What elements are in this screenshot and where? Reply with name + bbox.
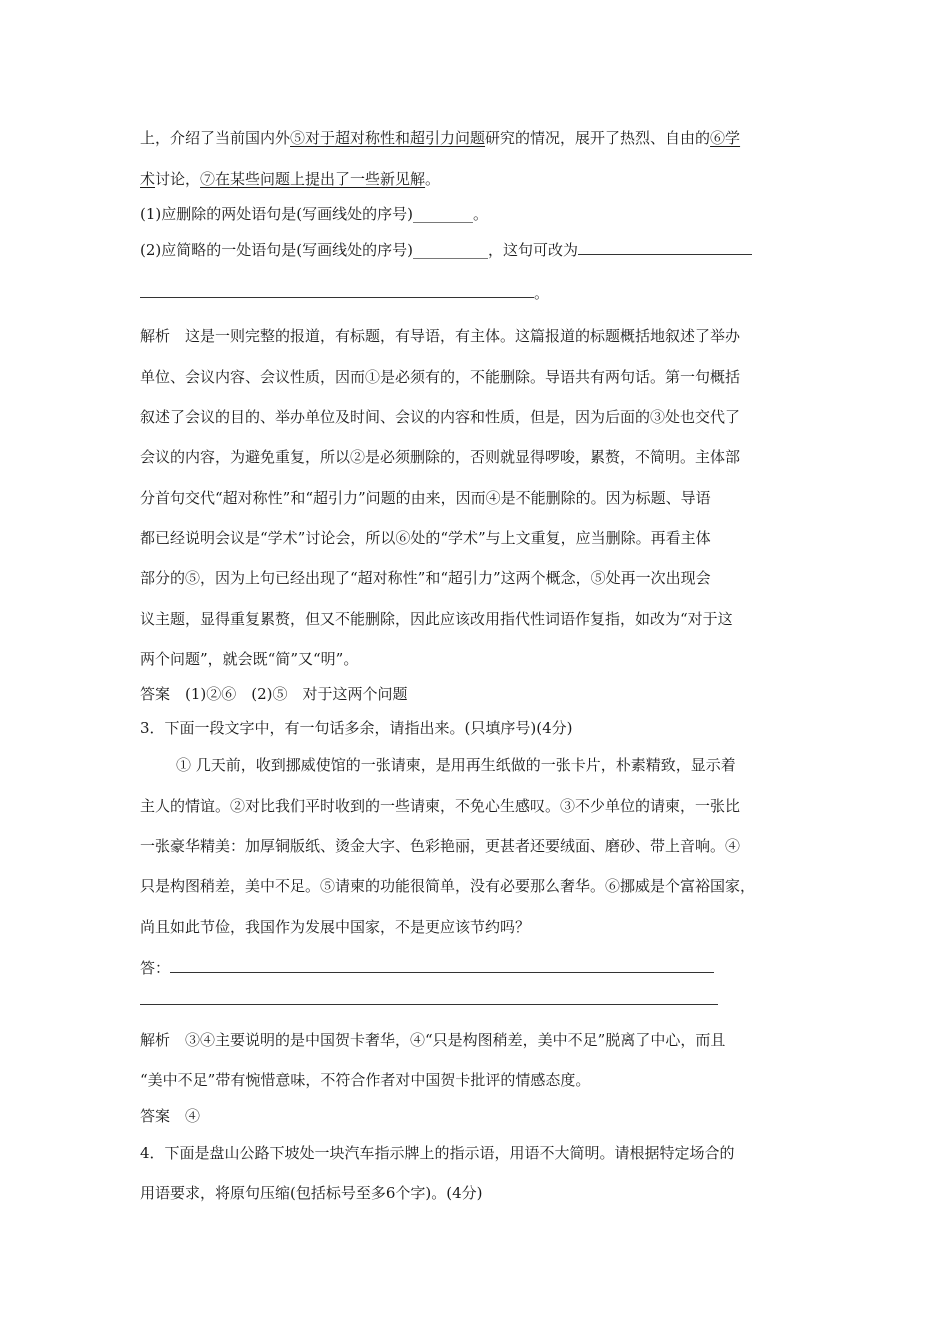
text-run: 讨论， — [155, 170, 201, 188]
passage-line-1 — [140, 128, 740, 148]
text-run: (2)应简略的一处语句是(写画线处的序号)__________，这句可改为 — [140, 241, 578, 259]
explanation-line: “美中不足”带有惋惜意味，不符合作者对中国贺卡批评的情感态度。 — [140, 1071, 591, 1089]
passage-line-2 — [140, 169, 440, 189]
answer-blank[interactable] — [170, 958, 714, 973]
answer-blank[interactable] — [578, 240, 752, 255]
answer-line: 答案 ④ — [140, 1107, 201, 1125]
sub-question-1: (1)应删除的两处语句是(写画线处的序号)________。 — [140, 205, 488, 223]
text-run: 。 — [534, 284, 550, 302]
passage-line: 主人的情谊。②对比我们平时收到的一些请柬，不免心生感叹。③不少单位的请柬，一张比 — [140, 797, 741, 815]
sub-question-2-continued — [140, 283, 549, 303]
text-run: 。 — [425, 170, 441, 188]
underlined-item-5: ⑤对于超对称性和超引力问题 — [290, 129, 486, 147]
question-3-title: 3．下面一段文字中，有一句话多余，请指出来。(只填序号)(4分) — [140, 719, 573, 737]
explanation-line: 两个问题”，就会既“简”又“明”。 — [140, 650, 359, 668]
explanation-line: 议主题，显得重复累赘，但又不能删除，因此应该改用指代性词语作复指，如改为“对于这 — [140, 610, 733, 628]
explanation-line: 单位、会议内容、会议性质，因而①是必须有的，不能删除。导语共有两句话。第一句概括 — [140, 368, 741, 386]
explanation-line: 叙述了会议的目的、举办单位及时间、会议的内容和性质，但是，因为后面的③处也交代了 — [140, 408, 741, 426]
question-4-title: 4．下面是盘山公路下坡处一块汽车指示牌上的指示语，用语不大简明。请根据特定场合的 — [140, 1144, 735, 1162]
answer-label: 答： — [140, 959, 171, 977]
text-run: 上，介绍了当前国内外 — [140, 129, 291, 147]
passage-line: 只是构图稍差，美中不足。⑤请柬的功能很简单，没有必要那么奢华。⑥挪威是个富裕国家， — [140, 877, 756, 895]
passage-line: 尚且如此节俭，我国作为发展中国家，不是更应该节约吗？ — [140, 918, 531, 936]
sub-question-2 — [140, 240, 752, 260]
question-4-title-continued: 用语要求，将原句压缩(包括标号至多6个字)。(4分) — [140, 1184, 483, 1202]
answer-blank-line — [140, 990, 718, 1010]
answer-blank[interactable] — [140, 990, 718, 1005]
text-run: 研究的情况，展开了热烈、自由的 — [485, 129, 711, 147]
explanation-line: 解析 ③④主要说明的是中国贺卡奢华，④“只是构图稍差，美中不足”脱离了中心，而且 — [140, 1031, 726, 1049]
explanation-line: 都已经说明会议是“学术”讨论会，所以⑥处的“学术”与上文重复，应当删除。再看主体 — [140, 529, 711, 547]
answer-prompt — [140, 958, 714, 978]
answer-blank[interactable] — [140, 283, 534, 298]
passage-line: ① 几天前，收到挪威使馆的一张请柬，是用再生纸做的一张卡片，朴素精致，显示着 — [176, 756, 736, 774]
passage-line: 一张豪华精美：加厚铜版纸、烫金大字、色彩艳丽，更甚者还要绒面、磨砂、带上音响。④ — [140, 837, 741, 855]
underlined-item-6-start: ⑥学 — [710, 129, 741, 147]
answer-line: 答案 (1)②⑥ (2)⑤ 对于这两个问题 — [140, 685, 408, 703]
explanation-line: 部分的⑤，因为上句已经出现了“超对称性”和“超引力”这两个概念，⑤处再一次出现会 — [140, 569, 711, 587]
explanation-line: 会议的内容，为避免重复，所以②是必须删除的，否则就显得啰唆，累赘，不简明。主体部 — [140, 448, 741, 466]
explanation-line: 分首句交代“超对称性”和“超引力”问题的由来，因而④是不能删除的。因为标题、导语 — [140, 489, 711, 507]
underlined-item-7: ⑦在某些问题上提出了一些新见解 — [200, 170, 426, 188]
underlined-item-6-end: 术 — [140, 170, 156, 188]
explanation-line: 解析 这是一则完整的报道，有标题，有导语，有主体。这篇报道的标题概括地叙述了举办 — [140, 327, 741, 345]
